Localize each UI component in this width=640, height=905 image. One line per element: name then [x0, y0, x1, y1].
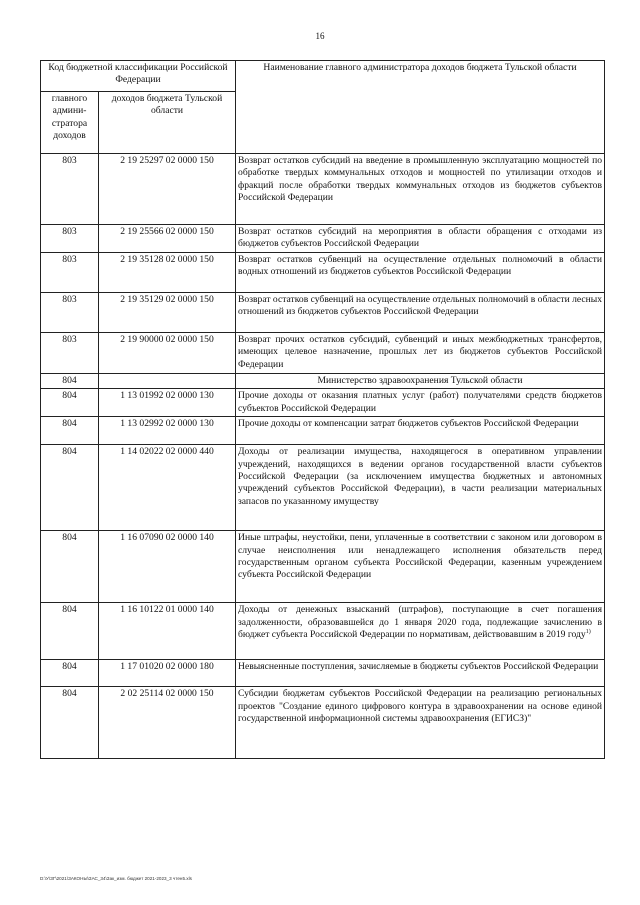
admin-code: 803: [41, 225, 99, 253]
income-code: 2 19 90000 02 0000 150: [99, 332, 236, 373]
income-name-text: Доходы от денежных взысканий (штрафов), поступающие в счет погашения задолженности, образовавшейся до 1 января 2020 года, подлежащие зачислению в бюджет субъекта Российской Федерации по нормативам, действовавшим в 2019 году: [238, 604, 603, 641]
table-row: [41, 660, 605, 687]
name-column-header: Наименование главного администратора доходов бюджета Тульской области: [236, 61, 605, 154]
table-row: [41, 389, 605, 417]
income-name: Прочие доходы от компенсации затрат бюджетов субъектов Российской Федерации: [236, 417, 605, 445]
income-code: 1 16 07090 02 0000 140: [99, 531, 236, 603]
income-name: Иные штрафы, неустойки, пени, уплаченные в соответствии с законом или договором в случае неисполнения или ненадлежащего исполнения обязательств перед государственным органом субъекта Российской Федерации, казенным учреждением субъекта Российской Федерации: [236, 531, 605, 603]
income-name: Возврат остатков субвенций на осуществление отдельных полномочий в области водных отношений из бюджетов субъектов Российской Федерации: [236, 252, 605, 292]
admin-code: 804: [41, 603, 99, 660]
table-row: [41, 252, 605, 292]
department-name: Министерство здравоохранения Тульской области: [236, 373, 605, 388]
income-code: 1 13 01992 02 0000 130: [99, 389, 236, 417]
income-name: Возврат остатков субсидий на введение в промышленную эксплуатацию мощностей по обработке твердых коммунальных отходов и мощностей по утилизации отходов и фракций после обработки твердых коммунальных отходов из бюджетов субъектов Российской Федерации: [236, 154, 605, 225]
table-row: [41, 603, 605, 660]
table-row: [41, 292, 605, 332]
income-code: 2 19 35128 02 0000 150: [99, 252, 236, 292]
income-name: Возврат остатков субсидий на мероприятия в области обращения с отходами из бюджетов субъектов Российской Федерации: [236, 225, 605, 253]
footnote-marker: 1): [585, 628, 591, 635]
income-name: [236, 603, 605, 660]
income-name: Прочие доходы от оказания платных услуг (работ) получателями средств бюджетов субъектов Российской Федерации: [236, 389, 605, 417]
admin-code: 804: [41, 389, 99, 417]
income-name: Субсидии бюджетам субъектов Российской Федерации на реализацию региональных проектов "Создание единого цифрового контура в здравоохранении на основе единой государственной информационной системы здравоохранения (ЕГИСЗ)": [236, 687, 605, 759]
code-group-header: Код бюджетной классификации Российской Федерации: [41, 61, 236, 92]
income-code: 2 19 35129 02 0000 150: [99, 292, 236, 332]
income-code: 2 19 25297 02 0000 150: [99, 154, 236, 225]
income-name: Возврат прочих остатков субсидий, субвенций и иных межбюджетных трансфертов, имеющих целевое назначение, прошлых лет из бюджетов субъектов Российской Федерации: [236, 332, 605, 373]
admin-code: 803: [41, 292, 99, 332]
table-row: [41, 687, 605, 759]
file-path-footer: D:\У\ЗГ\2021\ЗАКОНЫ\ЗАС_34\Зак_изм. бюджет 2021-2023_3 чтен5.xls: [40, 876, 192, 881]
table-header-row: [41, 61, 605, 92]
income-name: Доходы от реализации имущества, находящегося в оперативном управлении учреждений, находящихся в ведении органов государственной власти субъектов Российской Федерации (за исключением имущества бюджетных и автономных учреждений субъектов Российской Федерации), в части реализации материальных запасов по указанному имуществу: [236, 445, 605, 531]
page-number: 16: [315, 31, 325, 41]
admin-column-header: главного админи-стратора доходов: [41, 92, 99, 154]
income-code: 1 13 02992 02 0000 130: [99, 417, 236, 445]
income-code: 2 19 25566 02 0000 150: [99, 225, 236, 253]
admin-code: 804: [41, 660, 99, 687]
income-name: Невыясненные поступления, зачисляемые в бюджеты субъектов Российской Федерации: [236, 660, 605, 687]
admin-code: 804: [41, 531, 99, 603]
table-row: [41, 332, 605, 373]
admin-code: 804: [41, 373, 99, 388]
table-row: [41, 417, 605, 445]
table-row: [41, 531, 605, 603]
admin-code: 804: [41, 687, 99, 759]
department-row: [41, 373, 605, 388]
income-code: [99, 373, 236, 388]
income-name: Возврат остатков субвенций на осуществление отдельных полномочий в области лесных отношений из бюджетов субъектов Российской Федерации: [236, 292, 605, 332]
admin-code: 803: [41, 154, 99, 225]
admin-code: 804: [41, 417, 99, 445]
admin-code: 803: [41, 332, 99, 373]
income-code: 1 14 02022 02 0000 440: [99, 445, 236, 531]
table-row: [41, 154, 605, 225]
income-code: 2 02 25114 02 0000 150: [99, 687, 236, 759]
admin-code: 804: [41, 445, 99, 531]
budget-classification-table: [40, 60, 605, 759]
table-row: [41, 445, 605, 531]
income-column-header: доходов бюджета Тульской области: [99, 92, 236, 154]
income-code: 1 16 10122 01 0000 140: [99, 603, 236, 660]
income-code: 1 17 01020 02 0000 180: [99, 660, 236, 687]
table-row: [41, 225, 605, 253]
admin-code: 803: [41, 252, 99, 292]
